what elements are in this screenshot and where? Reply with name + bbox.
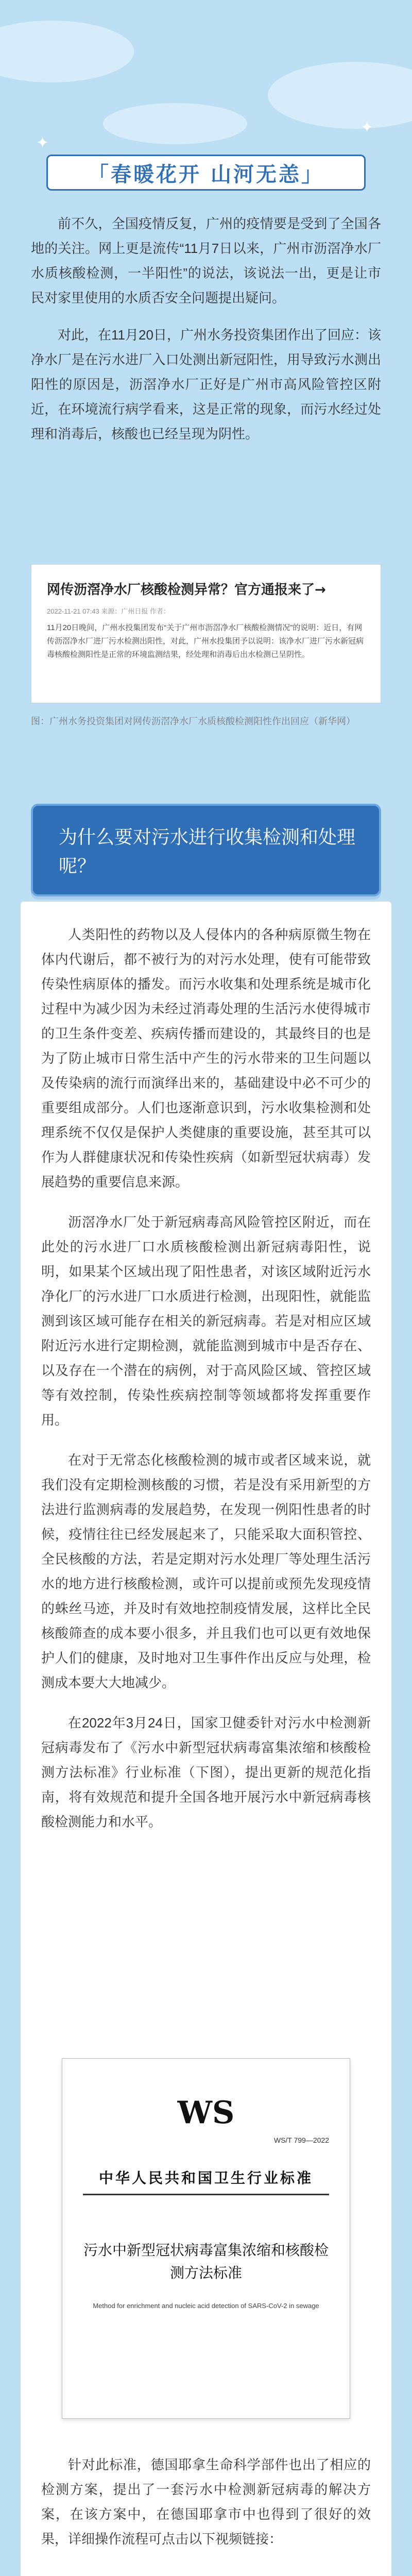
intro-paragraph: 对此，在11月20日，广州水务投资集团作出了回应：该净水厂是在污水进厂入口处测出新冠阳性，用导致污水测出阳性的原因是，沥滘净水厂正好是广州市高风险管控区附近，在环境流行病学看来，这是正常的现象，而污水经过处理和消毒后，核酸也已经呈现为阴性。: [31, 327, 381, 442]
news-title: 网传沥滘净水厂核酸检测异常？官方通报来了→: [47, 582, 326, 598]
intro-section: [31, 211, 381, 446]
header-banner: [46, 155, 366, 191]
standard-code: WS: [177, 2095, 235, 2131]
news-body: 11月20日晚间，广州水投集团发布“关于广州市沥滘净水厂核酸检测情况”的说明：近日，有网传沥滘净水厂进厂污水检测出阳性，对此，广州水投集团予以说明：该净水厂进厂污水新冠病毒核酸检测阳性是正常的环境监测结果，经处理和消毒后出水检测已呈阴性。: [47, 623, 364, 659]
body-section: [41, 922, 371, 1834]
cloud-decoration: [268, 62, 412, 129]
after-standard-section: [41, 2452, 371, 2551]
page-title: 「春暖花开 山河无恙」: [88, 162, 324, 187]
sparkle-icon: ✦: [360, 118, 374, 137]
intro-paragraph: 前不久，全国疫情反复，广州的疫情要是受到了全国各地的关注。网上更是流传“11月7日以来，广州市沥滘净水厂水质核酸检测，一半阳性”的说法，该说法一出，更是让市民对家里使用的水质否安全问题提出疑问。: [31, 216, 381, 306]
cloud-decoration: [0, 21, 134, 82]
question-text: 为什么要对污水进行收集检测和处理呢？: [59, 827, 356, 877]
image-caption: 图：广州水务投资集团对网传沥滘净水厂水质核酸检测阳性作出回应（新华网）: [31, 716, 355, 726]
divider: [83, 2194, 329, 2195]
standard-number: WS/T 799—2022: [273, 2136, 329, 2144]
standard-org: 中华人民共和国卫生行业标准: [98, 2170, 313, 2187]
body-paragraph: 针对此标准，德国耶拿生命科学部件也出了相应的检测方案，提出了一套污水中检测新冠病毒的解决方案，在该方案中，在德国耶拿市中也得到了很好的效果，详细操作流程可点击以下视频链接：: [41, 2457, 371, 2547]
standard-title-en: Method for enrichment and nucleic acid detection of SARS-CoV-2 in sewage: [93, 2302, 319, 2310]
body-paragraph: 沥滘净水厂处于新冠病毒高风险管控区附近，而在此处的污水进厂口水质核酸检测出新冠病毒阳性，说明，如果某个区域出现了阳性患者，对该区域附近污水净化厂的污水进厂口水质进行检测，出现阳性，就能监测到该区域可能存在相关的新冠病毒。若是对相应区域附近污水进行定期检测，就能监测到城市中是否存在、以及存在一个潜在的病例，对于高风险区域、管控区域等有效控制，传染性疾病控制等领域都将发挥重要作用。: [41, 1214, 371, 1428]
body-paragraph: 在对于无常态化核酸检测的城市或者区域来说，就我们没有定期检测核酸的习惯，若是没有采用新型的方法进行监测病毒的发展趋势，在发现一例阳性患者的时候，疫情往往已经发展起来了，只能采取大面积管控、全民核酸的方法，若是定期对污水处理厂等处理生活污水的地方进行核酸检测，或许可以提前或预先发现疫情的蛛丝马迹，并及时有效地控制疫情发展，这样比全民核酸筛查的成本要小很多，并且我们也可以更有效地保护人们的健康，及时地对卫生事件作出反应与处理，检测成本要大大地减少。: [41, 1452, 371, 1690]
standard-title: 污水中新型冠状病毒富集浓缩和核酸检测方法标准: [83, 2242, 329, 2281]
sparkle-icon: ✦: [36, 134, 49, 152]
news-meta: 2022-11-21 07:43 来源：广州日报 作者：: [47, 607, 170, 615]
cloud-decoration: [103, 103, 247, 144]
standard-cover-image: [62, 2058, 350, 2419]
question-box: [31, 804, 381, 896]
body-paragraph: 在2022年3月24日，国家卫健委针对污水中检测新冠病毒发布了《污水中新型冠状病毒富集浓缩和核酸检测方法标准》行业标准（下图），提出更新的规范化指南，将有效规范和提升全国各地开展污水中新冠病毒核酸检测能力和水平。: [41, 1715, 371, 1829]
body-paragraph: 人类阳性的药物以及人侵体内的各种病原微生物在体内代谢后，都不被行为的对污水处理，使有可能带致传染性病原体的播发。而污水收集和处理系统是城市化过程中为减少因为未经过消毒处理的生活污水使得城市的卫生条件变差、疾病传播而建设的，其最终目的也是为了防止城市日常生活中产生的污水带来的卫生问题以及传染病的流行而演绎出来的，基础建设中必不可少的重要组成部分。人们也逐渐意识到，污水收集检测和处理系统不仅仅是保护人类健康的重要设施，甚至其可以作为人群健康状况和传染性疾病（如新型冠状病毒）发展趋势的重要信息来源。: [41, 927, 371, 1190]
news-screenshot: [31, 564, 381, 703]
